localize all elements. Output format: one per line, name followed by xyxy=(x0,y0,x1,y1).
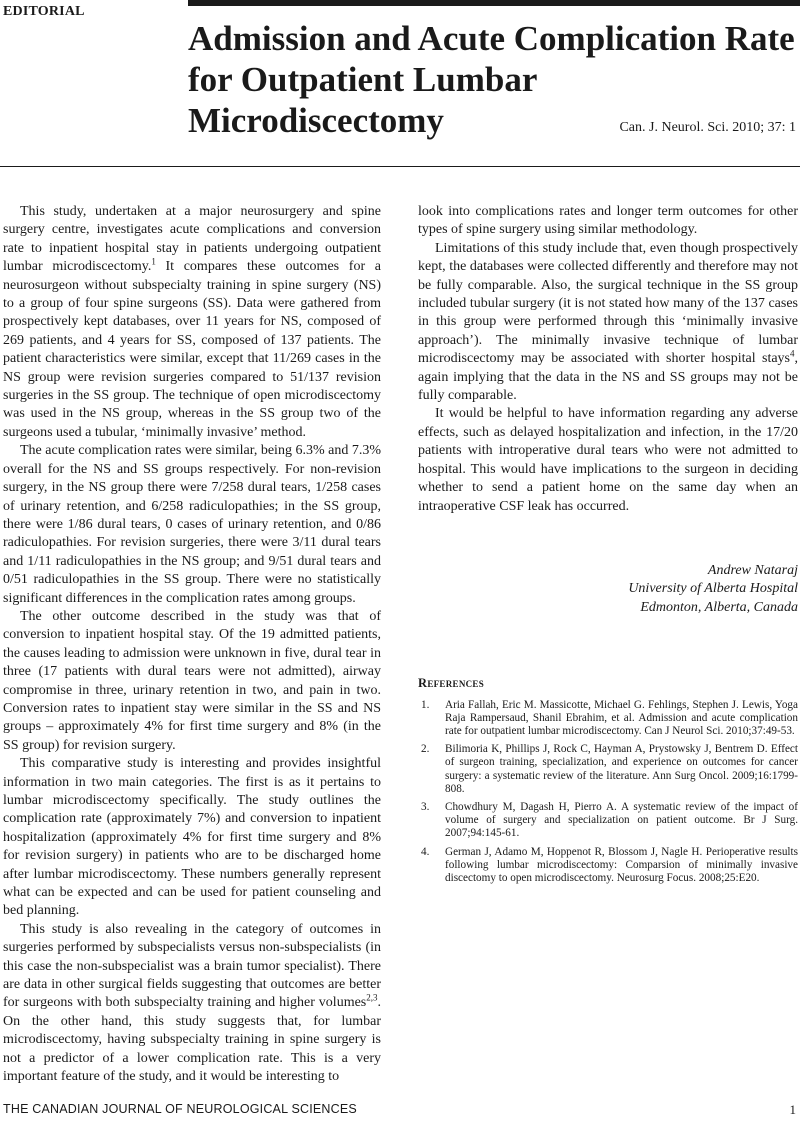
left-column xyxy=(3,203,381,1087)
reference-number: 4. xyxy=(421,845,430,858)
right-column xyxy=(418,203,798,890)
references-heading: References xyxy=(418,676,485,691)
citation: Can. J. Neurol. Sci. 2010; 37: 1 xyxy=(619,120,796,135)
paragraph: The acute complication rates were similar, being 6.3% and 7.3% overall for the NS and SS groups respectively. For non-revision surgery, in the NS group there were 7/258 dural tears, 1/258 cases of urinary retention, and 6/258 radiculopathies; in the SS group, there were 1/86 dural tears, 0 cases of urinary retention, and 0/86 radiculopathies. For revision surgeries, there were 3/11 dural tears and 1/11 radiculopathies in the NS group; and 9/51 dural tears and 0/51 radiculopathies in the SS group. There were no statistically significant differences in the complication rates among groups. xyxy=(3,443,381,606)
section-label: EDITORIAL xyxy=(3,4,85,19)
paragraph: The other outcome described in the study was that of conversion to inpatient hospital stay. Of the 19 admitted patients, the causes leading to admission were unknown in five, dural tear in three (17 patients with dural tears were not admitted), airway compromise in three, urinary retention in two, and pain in two. Conversion rates to inpatient stay were similar in the SS and NS groups – approximately 4% for first time surgery and 8% (in the SS group) for revision surgery. xyxy=(3,608,381,753)
author-affiliation: University of Alberta Hospital xyxy=(628,581,798,597)
references-list xyxy=(418,699,798,886)
reference-item xyxy=(418,743,798,796)
title-line-2: for Outpatient Lumbar Microdiscectomy xyxy=(188,60,537,140)
page-number: 1 xyxy=(789,1102,796,1117)
footnote-ref: 2,3 xyxy=(366,992,378,1003)
reference-text: Bilimoria K, Phillips J, Rock C, Hayman A, Prystowsky J, Bentrem D. Effect of surgeon training, specialization, and experience on outcomes for cancer surgery: a systematic review of the literature. Ann Surg Oncol. 2009;16:1799-808. xyxy=(445,743,798,795)
paragraph: This study, undertaken at a major neurosurgery and spine surgery centre, investigates acute complications and conversion rate to inpatient hospital stay in patients undergoing outpatient lumbar microdiscectomy.$^1$ It compares these outcomes for a neurosurgeon without subspecialty training in spine surgery (NS) to a group of four spine surgeons (SS). Data were gathered from prospectively kept databases, over 11 years for NS, composed of 269 patients, and 4 years for SS, composed of 137 patients. The patient characteristics were similar, except that 11/269 cases in the NS group were revision surgeries compared to 51/137 revision surgeries in the SS group. The technique of open microdiscectomy was used in the NS group, whereas in the SS group two of the surgeons used a tubular, ‘minimally invasive’ method. xyxy=(3,204,381,440)
reference-item xyxy=(418,699,798,739)
footnote-ref: 4 xyxy=(790,348,795,359)
paragraph: Limitations of this study include that, even though prospectively kept, the databases were collected differently and therefore may not be fully comparable. Also, the surgical technique in the SS group included tubular surgery (it is not stated how many of the 137 cases in this group were performed through this ‘minimally invasive approach’). The minimally invasive technique of lumbar microdiscectomy may be associated with shorter hospital stays$^4$, again implying that the data in the NS and SS groups may not be fully comparable. xyxy=(418,240,798,404)
reference-item xyxy=(418,846,798,886)
reference-number: 2. xyxy=(421,743,430,756)
paragraph: look into complications rates and longer term outcomes for other types of spine surgery using similar methodology. xyxy=(418,204,798,238)
footnote-ref: 1 xyxy=(151,256,156,267)
title-line-1: Admission and Acute Complication Rate xyxy=(188,19,795,58)
header-divider xyxy=(0,166,800,167)
reference-item xyxy=(418,801,798,841)
author-location: Edmonton, Alberta, Canada xyxy=(640,599,798,615)
reference-number: 1. xyxy=(421,698,430,711)
reference-text: Aria Fallah, Eric M. Massicotte, Michael G. Fehlings, Stephen J. Lewis, Yoga Raja Rampersaud, Shanil Ebrahim, et al. Admission and acute complication rate for outpatient lumbar microdiscectomy. Can J Neurol Sci. 2010;37:49-53. xyxy=(445,698,798,737)
reference-text: German J, Adamo M, Hoppenot R, Blossom J, Nagle H. Perioperative results following lumbar microdiscectomy: Comparsion of minimally invasive discectomy to open microdiscectomy. Neurosurg Focus. 2008;25:E20. xyxy=(445,845,798,884)
reference-number: 3. xyxy=(421,800,430,813)
header-rule xyxy=(188,0,800,6)
author-name: Andrew Nataraj xyxy=(707,562,798,578)
footer-journal-name: THE CANADIAN JOURNAL OF NEUROLOGICAL SCIENCES xyxy=(3,1102,357,1116)
paragraph: This study is also revealing in the category of outcomes in surgeries performed by subspecialists versus non-subspecialists (in this case the non-subspecialist was a brain tumor specialist). There are data in other surgical fields suggesting that outcomes are better for surgeons with both subspecialty training and higher volumes$^{2,3}$. On the other hand, this study suggests that, for lumbar microdiscectomy, having subspecialty training in spine surgery is not a predictor of a lower complication rate. This is a very important feature of the study, and it would be interesting to xyxy=(3,921,381,1085)
paragraph: This comparative study is interesting and provides insightful information in two main categories. The first is as it pertains to lumbar microdiscectomy specifically. The study outlines the complication rate (approximately 7%) and conversion to inpatient hospitalization (approximately 4% for first time surgery and 8% for revision surgery) in patients who are to be discharged home after lumbar microdiscectomy. These numbers generally represent what can be expected and can be used for patient counseling and bed planning. xyxy=(3,756,381,919)
paragraph: It would be helpful to have information regarding any adverse effects, such as delayed hospitalization and infection, in the 17/20 patients with introperative dural tears who were not admitted to hospital. This would have implications to the surgeon in deciding whether to send a patient home on the same day when an intraoperative CSF leak has occurred. xyxy=(418,406,798,514)
reference-text: Chowdhury M, Dagash H, Pierro A. A systematic review of the impact of volume of surgery and specialization on patient outcome. Br J Surg. 2007;94:145-61. xyxy=(445,800,798,840)
author-signature xyxy=(418,562,798,617)
